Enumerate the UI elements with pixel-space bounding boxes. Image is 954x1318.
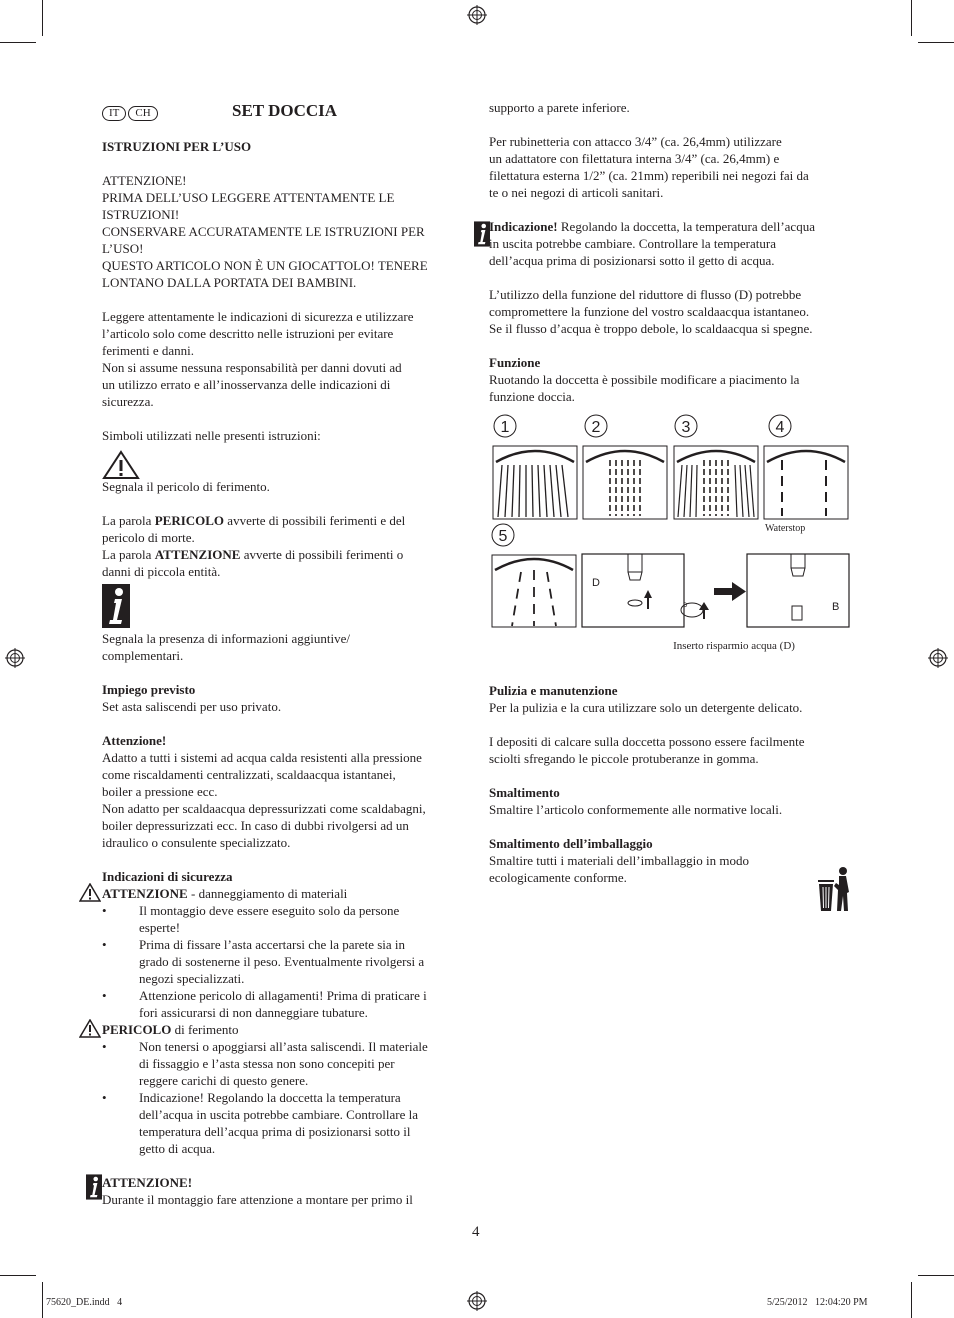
crop-mark: [42, 0, 43, 36]
word-attenzione-line2: danni di piccola entità.: [102, 564, 221, 579]
thread-line: filettatura esterna 1/2” (ca. 21mm) reperibili nei negozi fai da: [489, 168, 809, 183]
safety-attenzione-line: ATTENZIONE - danneggiamento di materiali: [102, 886, 348, 901]
note-line: in uscita potrebbe cambiare. Controllare la temperatura: [489, 236, 776, 251]
mode-1-jets: [498, 465, 568, 517]
lang-badge-ch: CH: [128, 106, 157, 121]
thread-line: Per rubinetteria con attacco 3/4” (ca. 26,4mm) utilizzare: [489, 134, 782, 149]
disposal-heading: Smaltimento: [489, 785, 560, 800]
warning-line: ATTENZIONE!: [102, 173, 187, 188]
trash-bin-icon: [816, 866, 852, 912]
attention-heading: Attenzione!: [102, 733, 167, 748]
warning-triangle-icon: [79, 883, 101, 902]
danger-symbol-block: [102, 444, 472, 478]
flow-line: L’utilizzo della funzione del riduttore di flusso (D) potrebbe: [489, 287, 802, 302]
list-item: • Il montaggio deve essere eseguito solo da persone esperte!: [102, 903, 400, 935]
list-item: • Indicazione! Regolando la doccetta la temperatura dell’acqua in uscita potrebbe cambiare. Controllare la temperatura dell’acqua prima di posizionarsi sotto il getto di acqua.: [102, 1090, 419, 1156]
left-column: [102, 138, 472, 1208]
info-icon: [86, 1173, 102, 1201]
word-pericolo-text: La parola PERICOLO avverte di possibili ferimenti e del: [102, 513, 406, 528]
packaging-line: Smaltire tutti i materiali dell’imballaggio in modo: [489, 853, 749, 868]
label-d: D: [592, 577, 600, 589]
right-column-bottom: [489, 682, 859, 886]
flow-line: Se il flusso d’acqua è troppo debole, lo scaldaacqua si spegne.: [489, 321, 813, 336]
attention-line: boiler depressurizzati ecc. In caso di dubbi rivolgersi ad un: [102, 818, 409, 833]
attention-line: Adatto a tutti i sistemi ad acqua calda resistenti alla pressione: [102, 750, 422, 765]
final-attention-heading: ATTENZIONE!: [102, 1175, 193, 1190]
cleaning-text: Per la pulizia e la cura utilizzare solo un detergente delicato.: [489, 700, 803, 715]
warning-line: CONSERVARE ACCURATAMENTE LE ISTRUZIONI PER: [102, 224, 425, 239]
figure-caption: Inserto risparmio acqua (D): [673, 640, 795, 652]
warning-line: QUESTO ARTICOLO NON È UN GIOCATTOLO! TENERE: [102, 258, 428, 273]
waterstop-label: Waterstop: [765, 523, 806, 534]
crop-mark: [918, 42, 954, 43]
function-line: Ruotando la doccetta è possibile modificare a piacimento la: [489, 372, 800, 387]
result-box: [747, 554, 849, 627]
packaging-line: ecologicamente conforme.: [489, 870, 627, 885]
use-heading: Impiego previsto: [102, 682, 196, 697]
arrow-right-icon: [714, 588, 732, 595]
intro-line: l’articolo solo come descritto nelle istruzioni per evitare: [102, 326, 394, 341]
crop-mark: [42, 1282, 43, 1318]
info-icon: [474, 220, 490, 248]
symbols-text: Simboli utilizzati nelle presenti istruzioni:: [102, 428, 321, 443]
mode-number: 2: [591, 419, 601, 436]
crop-mark: [0, 42, 36, 43]
warning-triangle-icon: [79, 1019, 101, 1038]
mode-number: 4: [775, 419, 785, 436]
right-column: [489, 99, 859, 405]
warning-line: ISTRUZIONI!: [102, 207, 180, 222]
footer-date: 5/25/2012 12:04:20 PM: [767, 1297, 868, 1308]
disposal-text: Smaltire l’articolo conformemente alle normative locali.: [489, 802, 783, 817]
registration-mark-icon: [467, 1291, 487, 1311]
flow-line: compromettere la funzione del vostro scaldaacqua istantaneo.: [489, 304, 810, 319]
danger-symbol-text: Segnala il pericolo di ferimento.: [102, 479, 270, 494]
note-line: dell’acqua prima di posizionarsi sotto il getto di acqua.: [489, 253, 775, 268]
thread-line: un adattatore con filettatura interna 3/4” (ca. 26,4mm) e: [489, 151, 780, 166]
mode-number: 1: [500, 419, 510, 436]
page-title: SET DOCCIA: [232, 101, 338, 120]
instructions-heading: ISTRUZIONI PER L’USO: [102, 139, 252, 154]
warning-triangle-icon: [102, 450, 140, 480]
language-badges: [102, 103, 160, 121]
limescale-line: sciolti sfregando le piccole protuberanze in gomma.: [489, 751, 759, 766]
function-heading: Funzione: [489, 355, 541, 370]
mode-4-jets: [782, 460, 826, 516]
mode-2-jets: [610, 460, 640, 516]
registration-mark-icon: [928, 648, 948, 668]
safety-pericolo-line: PERICOLO di ferimento: [102, 1022, 239, 1037]
word-pericolo-line2: pericolo di morte.: [102, 530, 195, 545]
crop-mark: [911, 0, 912, 36]
continuation-text: supporto a parete inferiore.: [489, 100, 630, 115]
lang-badge-it: IT: [102, 106, 126, 121]
attention-line: boiler a pressione ecc.: [102, 784, 218, 799]
registration-mark-icon: [5, 648, 25, 668]
info-symbol-line: complementari.: [102, 648, 184, 663]
shower-function-figure: [488, 410, 854, 655]
thread-line: te o nei negozi di articoli sanitari.: [489, 185, 664, 200]
intro-line: ferimenti e danni.: [102, 343, 195, 358]
crop-mark: [918, 1275, 954, 1276]
final-attention-text: Durante il montaggio fare attenzione a montare per primo il: [102, 1192, 413, 1207]
word-attenzione-text: La parola ATTENZIONE avverte di possibili ferimenti o: [102, 547, 404, 562]
info-icon: [102, 584, 130, 628]
note-line: Indicazione! Regolando la doccetta, la temperatura dell’acqua: [489, 219, 815, 234]
attention-line: Non adatto per scaldaacqua depressurizzati come scaldabagni,: [102, 801, 426, 816]
arrow-up-icon: [644, 590, 652, 598]
safety-heading: Indicazioni di sicurezza: [102, 869, 233, 884]
cleaning-heading: Pulizia e manutenzione: [489, 683, 618, 698]
use-text: Set asta saliscendi per uso privato.: [102, 699, 282, 714]
warning-line: LONTANO DALLA PORTATA DEI BAMBINI.: [102, 275, 357, 290]
function-line: funzione doccia.: [489, 389, 575, 404]
intro-line: sicurezza.: [102, 394, 154, 409]
insert-box: [582, 554, 684, 627]
mode-number: 3: [681, 419, 691, 436]
limescale-line: I depositi di calcare sulla doccetta possono essere facilmente: [489, 734, 805, 749]
label-d-small: D: [683, 603, 688, 609]
warning-line: L’USO!: [102, 241, 144, 256]
registration-mark-icon: [467, 5, 487, 25]
intro-line: Leggere attentamente le indicazioni di sicurezza e utilizzare: [102, 309, 414, 324]
info-symbol-line: Segnala la presenza di informazioni aggiuntive/: [102, 631, 350, 646]
list-item: • Non tenersi o apoggiarsi all’asta saliscendi. Il materiale di fissaggio e l’asta stessa non sono concepiti per reggere carichi di questo genere.: [102, 1039, 428, 1088]
warning-line: PRIMA DELL’USO LEGGERE ATTENTAMENTE LE: [102, 190, 395, 205]
intro-line: un utilizzo errato e all’inosservanza delle indicazioni di: [102, 377, 391, 392]
mode-5-jets: [512, 570, 556, 626]
list-item: • Attenzione pericolo di allagamenti! Prima di praticare i fori assicurarsi di non danneggiare tubature.: [102, 988, 427, 1020]
attention-line: come riscaldamenti centralizzati, scaldaacqua istantanei,: [102, 767, 396, 782]
label-b: B: [832, 601, 840, 613]
attention-line: idraulico o consulente specializzato.: [102, 835, 291, 850]
info-symbol-block: [102, 580, 472, 630]
packaging-heading: Smaltimento dell’imballaggio: [489, 836, 653, 851]
crop-mark: [0, 1275, 36, 1276]
page-number: 4: [472, 1224, 480, 1240]
mode-number: 5: [498, 528, 508, 545]
intro-line: Non si assume nessuna responsabilità per danni dovuti ad: [102, 360, 402, 375]
crop-mark: [911, 1282, 912, 1318]
list-item: • Prima di fissare l’asta accertarsi che la parete sia in grado di sostenerne il peso. Eventualmente rivolgersi a negozi specializzati.: [102, 937, 425, 986]
footer-file: 75620_DE.indd 4: [46, 1297, 123, 1308]
